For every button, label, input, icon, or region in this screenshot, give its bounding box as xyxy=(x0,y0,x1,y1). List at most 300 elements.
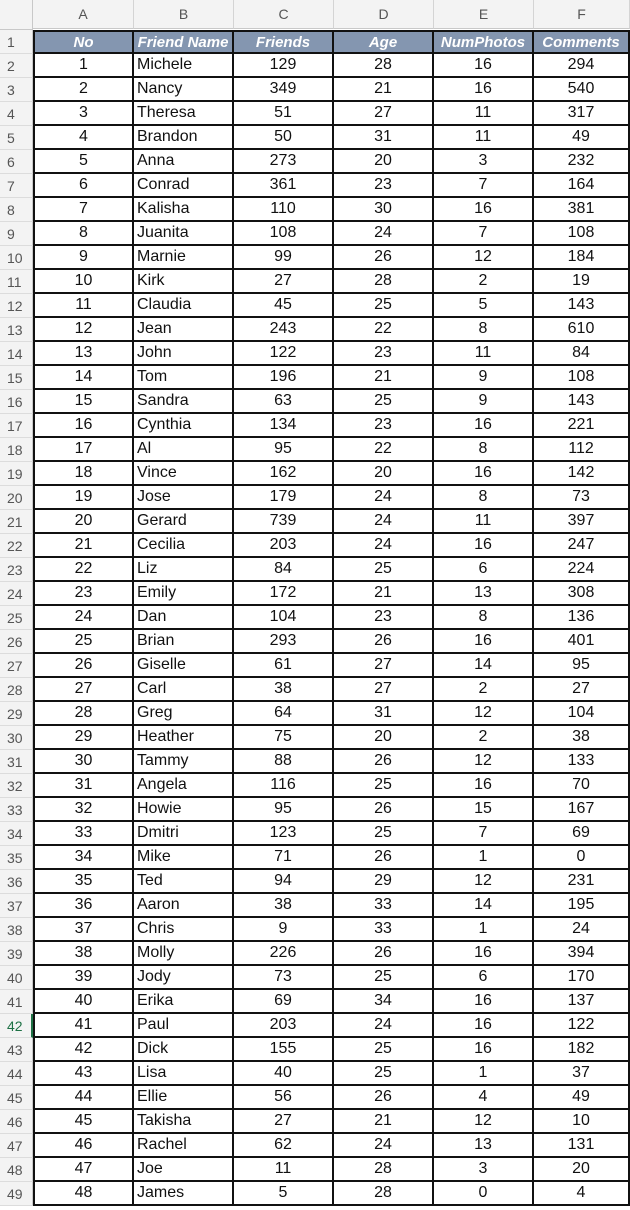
row-header-32[interactable]: 32 xyxy=(0,774,33,798)
table-cell[interactable]: 21 xyxy=(334,1110,434,1134)
table-cell[interactable]: 34 xyxy=(334,990,434,1014)
row-header-13[interactable]: 13 xyxy=(0,318,33,342)
table-cell[interactable]: 39 xyxy=(33,966,134,990)
table-cell[interactable]: 25 xyxy=(33,630,134,654)
row-header-37[interactable]: 37 xyxy=(0,894,33,918)
table-cell[interactable]: 20 xyxy=(334,462,434,486)
table-cell[interactable]: 129 xyxy=(234,54,334,78)
row-header-5[interactable]: 5 xyxy=(0,126,33,150)
row-header-9[interactable]: 9 xyxy=(0,222,33,246)
row-header-19[interactable]: 19 xyxy=(0,462,33,486)
table-cell[interactable]: 108 xyxy=(534,366,630,390)
table-cell[interactable]: 30 xyxy=(33,750,134,774)
table-cell[interactable]: 35 xyxy=(33,870,134,894)
row-header-45[interactable]: 45 xyxy=(0,1086,33,1110)
table-cell[interactable]: 293 xyxy=(234,630,334,654)
table-cell[interactable]: Cynthia xyxy=(134,414,234,438)
table-cell[interactable]: 179 xyxy=(234,486,334,510)
table-cell[interactable]: 0 xyxy=(434,1182,534,1206)
table-cell[interactable]: Jody xyxy=(134,966,234,990)
table-cell[interactable]: 94 xyxy=(234,870,334,894)
row-header-17[interactable]: 17 xyxy=(0,414,33,438)
row-header-25[interactable]: 25 xyxy=(0,606,33,630)
table-cell[interactable]: 38 xyxy=(234,894,334,918)
table-cell[interactable]: 294 xyxy=(534,54,630,78)
table-cell[interactable]: 11 xyxy=(434,342,534,366)
table-cell[interactable]: 37 xyxy=(33,918,134,942)
table-cell[interactable]: 7 xyxy=(434,174,534,198)
table-cell[interactable]: Greg xyxy=(134,702,234,726)
table-cell[interactable]: 221 xyxy=(534,414,630,438)
table-cell[interactable]: Sandra xyxy=(134,390,234,414)
table-cell[interactable]: 25 xyxy=(334,558,434,582)
table-cell[interactable]: 4 xyxy=(534,1182,630,1206)
table-cell[interactable]: Ted xyxy=(134,870,234,894)
row-header-11[interactable]: 11 xyxy=(0,270,33,294)
table-cell[interactable]: 11 xyxy=(434,102,534,126)
table-cell[interactable]: 40 xyxy=(234,1062,334,1086)
row-header-39[interactable]: 39 xyxy=(0,942,33,966)
table-cell[interactable]: Vince xyxy=(134,462,234,486)
table-cell[interactable]: 16 xyxy=(434,942,534,966)
table-cell[interactable]: 8 xyxy=(434,318,534,342)
table-cell[interactable]: 6 xyxy=(434,558,534,582)
table-cell[interactable]: 1 xyxy=(434,1062,534,1086)
table-cell[interactable]: 69 xyxy=(534,822,630,846)
table-cell[interactable]: Molly xyxy=(134,942,234,966)
table-cell[interactable]: 172 xyxy=(234,582,334,606)
row-header-41[interactable]: 41 xyxy=(0,990,33,1014)
table-cell[interactable]: 155 xyxy=(234,1038,334,1062)
table-cell[interactable]: 2 xyxy=(33,78,134,102)
table-cell[interactable]: Liz xyxy=(134,558,234,582)
table-cell[interactable]: 8 xyxy=(434,438,534,462)
table-cell[interactable]: 6 xyxy=(33,174,134,198)
table-cell[interactable]: 28 xyxy=(334,270,434,294)
table-cell[interactable]: 29 xyxy=(334,870,434,894)
table-cell[interactable]: 25 xyxy=(334,294,434,318)
row-header-18[interactable]: 18 xyxy=(0,438,33,462)
table-cell[interactable]: 12 xyxy=(434,246,534,270)
table-cell[interactable]: 0 xyxy=(534,846,630,870)
table-cell[interactable]: 143 xyxy=(534,390,630,414)
row-header-23[interactable]: 23 xyxy=(0,558,33,582)
table-cell[interactable]: 33 xyxy=(334,918,434,942)
table-cell[interactable]: 11 xyxy=(434,126,534,150)
table-cell[interactable]: Takisha xyxy=(134,1110,234,1134)
table-cell[interactable]: 104 xyxy=(234,606,334,630)
table-cell[interactable]: Jean xyxy=(134,318,234,342)
table-cell[interactable]: 27 xyxy=(33,678,134,702)
row-header-28[interactable]: 28 xyxy=(0,678,33,702)
table-cell[interactable]: 22 xyxy=(334,318,434,342)
table-cell[interactable]: 20 xyxy=(33,510,134,534)
table-cell[interactable]: Mike xyxy=(134,846,234,870)
table-cell[interactable]: 1 xyxy=(33,54,134,78)
table-cell[interactable]: Dan xyxy=(134,606,234,630)
table-cell[interactable]: 64 xyxy=(234,702,334,726)
row-header-46[interactable]: 46 xyxy=(0,1110,33,1134)
table-cell[interactable]: Heather xyxy=(134,726,234,750)
table-cell[interactable]: 16 xyxy=(434,534,534,558)
table-cell[interactable]: 7 xyxy=(33,198,134,222)
table-cell[interactable]: 24 xyxy=(33,606,134,630)
row-header-40[interactable]: 40 xyxy=(0,966,33,990)
table-cell[interactable]: 95 xyxy=(234,438,334,462)
table-cell[interactable]: Brandon xyxy=(134,126,234,150)
table-cell[interactable]: 123 xyxy=(234,822,334,846)
table-cell[interactable]: 23 xyxy=(33,582,134,606)
table-cell[interactable]: 26 xyxy=(334,942,434,966)
table-cell[interactable]: Tom xyxy=(134,366,234,390)
header-cell[interactable]: No xyxy=(33,30,134,54)
table-cell[interactable]: Erika xyxy=(134,990,234,1014)
table-cell[interactable]: 108 xyxy=(534,222,630,246)
table-cell[interactable]: 27 xyxy=(334,654,434,678)
table-cell[interactable]: Chris xyxy=(134,918,234,942)
row-header-22[interactable]: 22 xyxy=(0,534,33,558)
table-cell[interactable]: 610 xyxy=(534,318,630,342)
row-header-21[interactable]: 21 xyxy=(0,510,33,534)
table-cell[interactable]: 36 xyxy=(33,894,134,918)
table-cell[interactable]: Rachel xyxy=(134,1134,234,1158)
table-cell[interactable]: 62 xyxy=(234,1134,334,1158)
row-header-27[interactable]: 27 xyxy=(0,654,33,678)
table-cell[interactable]: Paul xyxy=(134,1014,234,1038)
table-cell[interactable]: 7 xyxy=(434,222,534,246)
table-cell[interactable]: 24 xyxy=(334,1134,434,1158)
table-cell[interactable]: 394 xyxy=(534,942,630,966)
table-cell[interactable]: 44 xyxy=(33,1086,134,1110)
table-cell[interactable]: Brian xyxy=(134,630,234,654)
row-header-24[interactable]: 24 xyxy=(0,582,33,606)
table-cell[interactable]: 47 xyxy=(33,1158,134,1182)
table-cell[interactable]: 15 xyxy=(33,390,134,414)
table-cell[interactable]: 16 xyxy=(434,990,534,1014)
table-cell[interactable]: 28 xyxy=(334,1182,434,1206)
table-cell[interactable]: 73 xyxy=(234,966,334,990)
table-cell[interactable]: Gerard xyxy=(134,510,234,534)
table-cell[interactable]: 26 xyxy=(334,246,434,270)
table-cell[interactable]: 24 xyxy=(334,1014,434,1038)
table-cell[interactable]: 37 xyxy=(534,1062,630,1086)
table-cell[interactable]: 28 xyxy=(334,1158,434,1182)
table-cell[interactable]: 137 xyxy=(534,990,630,1014)
row-header-12[interactable]: 12 xyxy=(0,294,33,318)
table-cell[interactable]: James xyxy=(134,1182,234,1206)
table-cell[interactable]: 182 xyxy=(534,1038,630,1062)
table-cell[interactable]: 51 xyxy=(234,102,334,126)
table-cell[interactable]: 9 xyxy=(434,390,534,414)
table-cell[interactable]: 40 xyxy=(33,990,134,1014)
table-cell[interactable]: 5 xyxy=(33,150,134,174)
table-cell[interactable]: 16 xyxy=(434,774,534,798)
table-cell[interactable]: 27 xyxy=(234,1110,334,1134)
table-cell[interactable]: 6 xyxy=(434,966,534,990)
table-cell[interactable]: 317 xyxy=(534,102,630,126)
table-cell[interactable]: 16 xyxy=(434,198,534,222)
table-cell[interactable]: 84 xyxy=(234,558,334,582)
table-cell[interactable]: 38 xyxy=(234,678,334,702)
table-cell[interactable]: Conrad xyxy=(134,174,234,198)
row-header-1[interactable]: 1 xyxy=(0,30,33,54)
column-header-a[interactable]: A xyxy=(33,0,134,29)
table-cell[interactable]: 71 xyxy=(234,846,334,870)
table-cell[interactable]: 25 xyxy=(334,966,434,990)
table-cell[interactable]: 12 xyxy=(434,870,534,894)
table-cell[interactable]: 31 xyxy=(33,774,134,798)
table-cell[interactable]: 16 xyxy=(434,462,534,486)
table-cell[interactable]: 203 xyxy=(234,1014,334,1038)
table-cell[interactable]: 2 xyxy=(434,726,534,750)
table-cell[interactable]: 134 xyxy=(234,414,334,438)
table-cell[interactable]: 203 xyxy=(234,534,334,558)
table-cell[interactable]: 25 xyxy=(334,774,434,798)
table-cell[interactable]: 184 xyxy=(534,246,630,270)
table-cell[interactable]: 273 xyxy=(234,150,334,174)
row-header-48[interactable]: 48 xyxy=(0,1158,33,1182)
table-cell[interactable]: 88 xyxy=(234,750,334,774)
table-cell[interactable]: 12 xyxy=(434,1110,534,1134)
table-cell[interactable]: 16 xyxy=(33,414,134,438)
table-cell[interactable]: Emily xyxy=(134,582,234,606)
table-cell[interactable]: 38 xyxy=(33,942,134,966)
table-cell[interactable]: 23 xyxy=(334,606,434,630)
table-cell[interactable]: 38 xyxy=(534,726,630,750)
row-header-14[interactable]: 14 xyxy=(0,342,33,366)
table-cell[interactable]: 116 xyxy=(234,774,334,798)
row-header-31[interactable]: 31 xyxy=(0,750,33,774)
column-header-d[interactable]: D xyxy=(334,0,434,29)
table-cell[interactable]: 247 xyxy=(534,534,630,558)
table-cell[interactable]: 13 xyxy=(434,582,534,606)
row-header-4[interactable]: 4 xyxy=(0,102,33,126)
table-cell[interactable]: 45 xyxy=(234,294,334,318)
table-cell[interactable]: 16 xyxy=(434,1038,534,1062)
table-cell[interactable]: 28 xyxy=(334,54,434,78)
table-cell[interactable]: Cecilia xyxy=(134,534,234,558)
table-cell[interactable]: 13 xyxy=(33,342,134,366)
table-cell[interactable]: 26 xyxy=(334,846,434,870)
table-cell[interactable]: 26 xyxy=(33,654,134,678)
table-cell[interactable]: 75 xyxy=(234,726,334,750)
table-cell[interactable]: Al xyxy=(134,438,234,462)
table-cell[interactable]: 361 xyxy=(234,174,334,198)
column-header-f[interactable]: F xyxy=(534,0,630,29)
table-cell[interactable]: 11 xyxy=(33,294,134,318)
table-cell[interactable]: Joe xyxy=(134,1158,234,1182)
table-cell[interactable]: 23 xyxy=(334,342,434,366)
table-cell[interactable]: 27 xyxy=(334,678,434,702)
header-cell[interactable]: Age xyxy=(334,30,434,54)
table-cell[interactable]: 143 xyxy=(534,294,630,318)
table-cell[interactable]: 8 xyxy=(33,222,134,246)
table-cell[interactable]: 739 xyxy=(234,510,334,534)
table-cell[interactable]: 24 xyxy=(334,510,434,534)
table-cell[interactable]: 20 xyxy=(334,726,434,750)
table-cell[interactable]: 22 xyxy=(33,558,134,582)
table-cell[interactable]: Juanita xyxy=(134,222,234,246)
table-cell[interactable]: 231 xyxy=(534,870,630,894)
table-cell[interactable]: 224 xyxy=(534,558,630,582)
table-cell[interactable]: 7 xyxy=(434,822,534,846)
table-cell[interactable]: 61 xyxy=(234,654,334,678)
table-cell[interactable]: 25 xyxy=(334,390,434,414)
table-cell[interactable]: 27 xyxy=(334,102,434,126)
table-cell[interactable]: 104 xyxy=(534,702,630,726)
table-cell[interactable]: 29 xyxy=(33,726,134,750)
table-cell[interactable]: Anna xyxy=(134,150,234,174)
table-cell[interactable]: 28 xyxy=(33,702,134,726)
table-cell[interactable]: 25 xyxy=(334,822,434,846)
row-header-26[interactable]: 26 xyxy=(0,630,33,654)
table-cell[interactable]: 5 xyxy=(234,1182,334,1206)
table-cell[interactable]: 33 xyxy=(334,894,434,918)
table-cell[interactable]: 162 xyxy=(234,462,334,486)
table-cell[interactable]: 30 xyxy=(334,198,434,222)
table-cell[interactable]: 14 xyxy=(434,894,534,918)
table-cell[interactable]: 122 xyxy=(234,342,334,366)
table-cell[interactable]: 10 xyxy=(534,1110,630,1134)
table-cell[interactable]: 18 xyxy=(33,462,134,486)
table-cell[interactable]: Michele xyxy=(134,54,234,78)
table-cell[interactable]: 31 xyxy=(334,702,434,726)
table-cell[interactable]: 73 xyxy=(534,486,630,510)
table-cell[interactable]: 11 xyxy=(434,510,534,534)
table-cell[interactable]: 1 xyxy=(434,846,534,870)
table-cell[interactable]: 243 xyxy=(234,318,334,342)
table-cell[interactable]: 3 xyxy=(434,1158,534,1182)
table-cell[interactable]: Tammy xyxy=(134,750,234,774)
table-cell[interactable]: 21 xyxy=(33,534,134,558)
table-cell[interactable]: 8 xyxy=(434,486,534,510)
table-cell[interactable]: Marnie xyxy=(134,246,234,270)
row-header-7[interactable]: 7 xyxy=(0,174,33,198)
table-cell[interactable]: 14 xyxy=(33,366,134,390)
column-header-e[interactable]: E xyxy=(434,0,534,29)
table-cell[interactable]: 48 xyxy=(33,1182,134,1206)
table-cell[interactable]: 31 xyxy=(334,126,434,150)
table-cell[interactable]: 24 xyxy=(534,918,630,942)
table-cell[interactable]: 27 xyxy=(534,678,630,702)
table-cell[interactable]: 99 xyxy=(234,246,334,270)
table-cell[interactable]: Kirk xyxy=(134,270,234,294)
table-cell[interactable]: 95 xyxy=(234,798,334,822)
table-cell[interactable]: 17 xyxy=(33,438,134,462)
table-cell[interactable]: 16 xyxy=(434,78,534,102)
table-cell[interactable]: Dick xyxy=(134,1038,234,1062)
table-cell[interactable]: 70 xyxy=(534,774,630,798)
table-cell[interactable]: 21 xyxy=(334,582,434,606)
table-cell[interactable]: 3 xyxy=(33,102,134,126)
table-cell[interactable]: Kalisha xyxy=(134,198,234,222)
table-cell[interactable]: 26 xyxy=(334,1086,434,1110)
table-cell[interactable]: 108 xyxy=(234,222,334,246)
table-cell[interactable]: 45 xyxy=(33,1110,134,1134)
table-cell[interactable]: 23 xyxy=(334,174,434,198)
row-header-10[interactable]: 10 xyxy=(0,246,33,270)
header-cell[interactable]: NumPhotos xyxy=(434,30,534,54)
table-cell[interactable]: 24 xyxy=(334,534,434,558)
table-cell[interactable]: 26 xyxy=(334,630,434,654)
table-cell[interactable]: 19 xyxy=(33,486,134,510)
table-cell[interactable]: 9 xyxy=(234,918,334,942)
column-header-b[interactable]: B xyxy=(134,0,234,29)
table-cell[interactable]: 4 xyxy=(33,126,134,150)
table-cell[interactable]: 133 xyxy=(534,750,630,774)
table-cell[interactable]: 232 xyxy=(534,150,630,174)
column-header-c[interactable]: C xyxy=(234,0,334,29)
table-cell[interactable]: 142 xyxy=(534,462,630,486)
table-cell[interactable]: Theresa xyxy=(134,102,234,126)
table-cell[interactable]: Lisa xyxy=(134,1062,234,1086)
table-cell[interactable]: 25 xyxy=(334,1038,434,1062)
table-cell[interactable]: 195 xyxy=(534,894,630,918)
row-header-15[interactable]: 15 xyxy=(0,366,33,390)
table-cell[interactable]: 381 xyxy=(534,198,630,222)
table-cell[interactable]: 136 xyxy=(534,606,630,630)
table-cell[interactable]: 23 xyxy=(334,414,434,438)
table-cell[interactable]: 12 xyxy=(434,750,534,774)
table-cell[interactable]: 9 xyxy=(33,246,134,270)
row-header-38[interactable]: 38 xyxy=(0,918,33,942)
table-cell[interactable]: 19 xyxy=(534,270,630,294)
header-cell[interactable]: Comments xyxy=(534,30,630,54)
table-cell[interactable]: Jose xyxy=(134,486,234,510)
row-header-30[interactable]: 30 xyxy=(0,726,33,750)
table-cell[interactable]: 41 xyxy=(33,1014,134,1038)
row-header-29[interactable]: 29 xyxy=(0,702,33,726)
table-cell[interactable]: 226 xyxy=(234,942,334,966)
table-cell[interactable]: 11 xyxy=(234,1158,334,1182)
row-header-33[interactable]: 33 xyxy=(0,798,33,822)
table-cell[interactable]: 63 xyxy=(234,390,334,414)
table-cell[interactable]: 33 xyxy=(33,822,134,846)
table-cell[interactable]: Claudia xyxy=(134,294,234,318)
select-all-corner[interactable] xyxy=(0,0,33,30)
row-header-16[interactable]: 16 xyxy=(0,390,33,414)
table-cell[interactable]: 69 xyxy=(234,990,334,1014)
table-cell[interactable]: 22 xyxy=(334,438,434,462)
table-cell[interactable]: 20 xyxy=(334,150,434,174)
table-cell[interactable]: 26 xyxy=(334,750,434,774)
table-cell[interactable]: 10 xyxy=(33,270,134,294)
table-cell[interactable]: 167 xyxy=(534,798,630,822)
table-cell[interactable]: 308 xyxy=(534,582,630,606)
table-cell[interactable]: Nancy xyxy=(134,78,234,102)
header-cell[interactable]: Friend Name xyxy=(134,30,234,54)
table-cell[interactable]: 16 xyxy=(434,630,534,654)
row-header-3[interactable]: 3 xyxy=(0,78,33,102)
table-cell[interactable]: 46 xyxy=(33,1134,134,1158)
table-cell[interactable]: 170 xyxy=(534,966,630,990)
row-header-8[interactable]: 8 xyxy=(0,198,33,222)
table-cell[interactable]: 5 xyxy=(434,294,534,318)
table-cell[interactable]: 42 xyxy=(33,1038,134,1062)
row-header-43[interactable]: 43 xyxy=(0,1038,33,1062)
row-header-35[interactable]: 35 xyxy=(0,846,33,870)
table-cell[interactable]: 131 xyxy=(534,1134,630,1158)
table-cell[interactable]: 21 xyxy=(334,78,434,102)
table-cell[interactable]: Carl xyxy=(134,678,234,702)
table-cell[interactable]: 32 xyxy=(33,798,134,822)
table-cell[interactable]: 49 xyxy=(534,1086,630,1110)
table-cell[interactable]: 24 xyxy=(334,222,434,246)
header-cell[interactable]: Friends xyxy=(234,30,334,54)
table-cell[interactable]: 1 xyxy=(434,918,534,942)
row-header-44[interactable]: 44 xyxy=(0,1062,33,1086)
table-cell[interactable]: 349 xyxy=(234,78,334,102)
